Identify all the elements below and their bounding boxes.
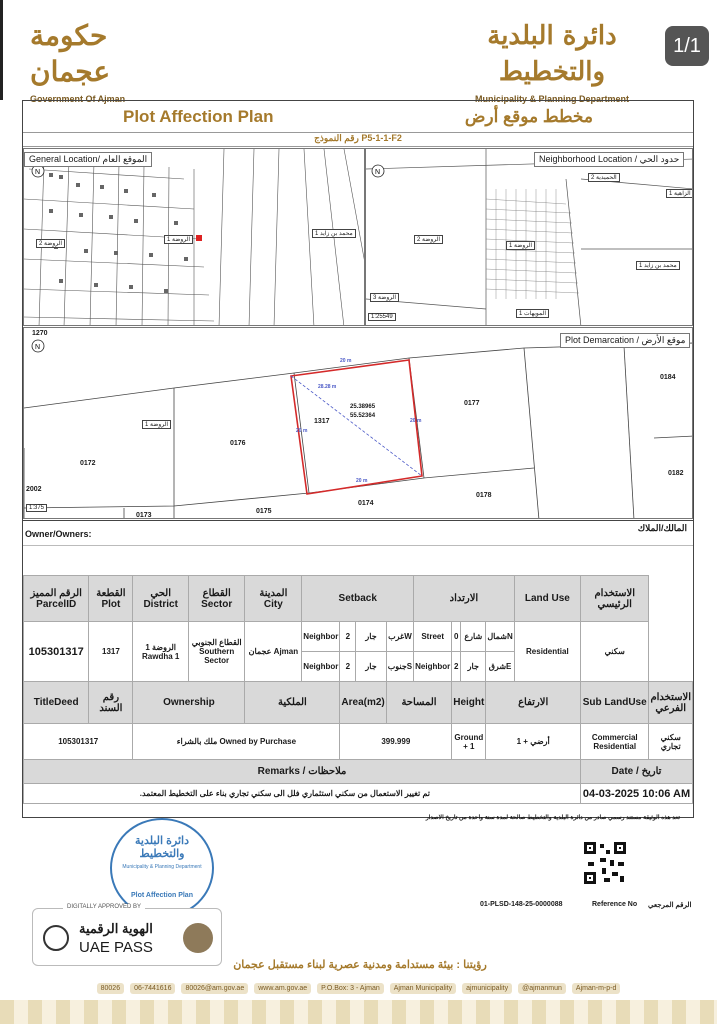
title-ar: مخطط موقع أرض (464, 106, 593, 126)
cell-landuse-header-ar: الاستخدام الرئيسي (581, 576, 649, 622)
map-label: المويهات 1 (516, 309, 549, 318)
cell-area-header: Area(m2) (340, 682, 386, 724)
cell-ownership-header: Ownership (133, 682, 245, 724)
stamp-line: دائرة البلدية والتخطيط (134, 835, 189, 860)
scale-label: 1:375 (26, 504, 47, 512)
parcel-label: 0172 (80, 460, 96, 467)
plot-demarcation-label: Plot Demarcation / موقع الأرض (560, 333, 690, 348)
cell-sublanduse-header: Sub LandUse (581, 682, 649, 724)
plot-latitude: 25.38965 (350, 404, 376, 410)
setback-cell: غربW (386, 622, 413, 652)
reference-label-ar: الرقم المرجعي (648, 902, 692, 909)
cell-area: 399.999 (340, 724, 452, 760)
gov-logo-ar: حكومة عجمان (30, 19, 111, 88)
map-label: الزاهية 1 (666, 189, 693, 198)
stamp-line: Plot Affection Plan (131, 892, 193, 899)
map-label: الروضة 3 (370, 293, 399, 302)
left-edge-bar (0, 0, 3, 100)
setback-cell: جار (461, 652, 486, 682)
contact-item: ajmunicipality (462, 983, 512, 994)
setback-cell: Neighbor (414, 652, 452, 682)
map-label: الروضة 1 (506, 241, 535, 250)
parcel-label: 0184 (660, 374, 676, 381)
page-counter[interactable]: 1/1 (665, 26, 709, 66)
cell-sector-header: القطاع Sector (188, 576, 244, 622)
uae-pass-en: UAE PASS (79, 939, 153, 956)
setback-cell: شارع (461, 622, 486, 652)
contact-bar (0, 978, 717, 998)
cell-sublanduse-header-ar: الاستخدام الفرعي (649, 682, 693, 724)
setback-cell: 2 (340, 622, 356, 652)
cell-landuse-header: Land Use (514, 576, 580, 622)
cell-titledeed-header-ar: رقم السند (89, 682, 133, 724)
cell-titledeed-header: TitleDeed (24, 682, 89, 724)
parcel-label: 0178 (476, 492, 492, 499)
map-label: الحميدية 2 (588, 173, 620, 182)
map-label: الروضة 1 (164, 235, 193, 244)
parcel-label: 0173 (136, 512, 152, 519)
cell-plot: 1317 (89, 622, 133, 682)
cell-height-header-ar: الارتفاع (486, 682, 581, 724)
owner-label-en: Owner/Owners: (25, 529, 92, 539)
qr-code-icon (582, 840, 628, 886)
reference-label-en: Reference No (592, 901, 638, 908)
general-location-label: General Location/ الموقع العام (24, 152, 152, 167)
plot-diagonal: 28.28 m (318, 384, 337, 390)
cell-parcelid-header: الرقم المميز ParcelID (24, 576, 89, 622)
contact-item: Ajman Municipality (390, 983, 456, 994)
grid-label: 1270 (32, 330, 48, 337)
cell-area-header-ar: المساحة (386, 682, 451, 724)
map-label: الروضة 2 (414, 235, 443, 244)
cell-ownership-header-ar: الملكية (245, 682, 340, 724)
form-number: رقم النموذج P5-1-1-F2 (23, 133, 693, 147)
contact-item: 06-7441616 (130, 983, 175, 994)
cell-district-header: الحي District (133, 576, 189, 622)
cell-setback-header-ar: الارتداد (414, 576, 515, 622)
vision-statement: رؤيتنا : بيئة مستدامة ومدنية عصرية لبناء مستقبل عجمان (233, 959, 487, 971)
plot-map-drawing (24, 328, 693, 519)
plot-dimension: 20 m (340, 358, 352, 364)
setback-cell: Neighbor (302, 652, 340, 682)
contact-item: P.O.Box: 3 - Ajman (317, 983, 384, 994)
title-en: Plot Affection Plan (123, 106, 274, 126)
general-location-map (23, 148, 365, 326)
cell-height: Ground + 1 (452, 724, 486, 760)
plot-info-table (23, 575, 693, 804)
contact-item: 80026@am.gov.ae (181, 983, 248, 994)
scale-label: 1:25549 (368, 313, 396, 321)
setback-cell: شرقE (486, 652, 514, 682)
svg-text:N: N (375, 169, 381, 176)
contact-item: @ajmanmun (518, 983, 566, 994)
gov-logo-en: Government Of Ajman (30, 94, 126, 104)
cell-sub-land-use: Commercial Residential (581, 724, 649, 760)
parcel-label: 1317 (314, 418, 330, 425)
svg-text:N: N (35, 344, 41, 351)
footer-pattern (0, 1000, 717, 1024)
plot-dimension: 20 m (410, 418, 422, 424)
reference-number: 01-PLSD-148-25-0000088 (480, 901, 563, 908)
neighborhood-location-map (365, 148, 693, 326)
district-label: الروضة 1 (142, 420, 171, 429)
setback-cell: جار (356, 622, 386, 652)
svg-text:N: N (35, 169, 41, 176)
setback-cell: جنوبS (386, 652, 413, 682)
title-row (23, 101, 693, 133)
cell-sector: القطاع الجنوبي Southern Sector (188, 622, 244, 682)
cell-ownership: ملك بالشراء Owned by Purchase (133, 724, 340, 760)
owner-label-ar: المالك/الملاك (637, 523, 687, 533)
dept-logo-ar: دائرة البلدية والتخطيط (487, 21, 617, 87)
cell-sub-land-use-ar: سكني تجاري (649, 724, 693, 760)
map-label: الروضة 2 (36, 239, 65, 248)
parcel-label: 0174 (358, 500, 374, 507)
setback-cell: جار (356, 652, 386, 682)
cell-city-header: المدينة City (245, 576, 302, 622)
setback-cell: 2 (340, 652, 356, 682)
municipality-logo (437, 18, 667, 104)
plot-dimension: 20 m (296, 428, 308, 434)
setback-cell: 2 (452, 652, 461, 682)
neighborhood-location-label: Neighborhood Location / حدود الحي (534, 152, 684, 167)
emblem-icon (183, 923, 213, 953)
remarks-text: .تم تغيير الاستعمال من سكني استثماري فلل الى سكني تجاري بناء على التخطيط المعتمد (24, 784, 581, 804)
remarks-header: Remarks / ملاحظات (24, 760, 581, 784)
owner-row (23, 520, 693, 546)
plot-demarcation-map (23, 327, 693, 519)
date-header: Date / تاريخ (581, 760, 693, 784)
cell-land-use-ar: سكني (581, 622, 649, 682)
fingerprint-icon (43, 925, 69, 951)
plot-longitude: 55.52364 (350, 413, 376, 419)
dept-logo-en: Municipality & Planning Department (474, 94, 629, 104)
contact-item: Ajman-m-p-d (572, 983, 620, 994)
cell-district: الروضة 1 Rawdha 1 (133, 622, 189, 682)
date-value: 04-03-2025 10:06 AM (581, 784, 693, 804)
parcel-label: 2002 (26, 486, 42, 493)
cell-parcel-id: 105301317 (24, 622, 89, 682)
setback-cell: Street (414, 622, 452, 652)
validity-note: تعد هذه الوثيقة مستند رسمي صادر من دائرة البلدية والتخطيط صالحة لمدة سنة واحدة من تاريخ الاصدار (425, 815, 680, 821)
uae-pass-caption: DIGITALLY APPROVED BY (63, 904, 145, 910)
ajman-government-logo (30, 18, 170, 104)
parcel-label: 0175 (256, 508, 272, 515)
map-label: محمد بن زايد 1 (312, 229, 356, 238)
cell-height-ar: أرضي + 1 (486, 724, 581, 760)
stamp-line: Municipality & Planning Department (122, 864, 202, 870)
uae-pass-ar: الهوية الرقمية (79, 921, 153, 936)
setback-cell: شمالN (486, 622, 514, 652)
cell-land-use: Residential (514, 622, 580, 682)
contact-item: 80026 (97, 983, 124, 994)
cell-title-deed: 105301317 (24, 724, 133, 760)
setback-cell: Neighbor (302, 622, 340, 652)
cell-setback-header: Setback (302, 576, 414, 622)
cell-height-header: Height (452, 682, 486, 724)
parcel-label: 0182 (668, 470, 684, 477)
parcel-label: 0177 (464, 400, 480, 407)
contact-item: www.am.gov.ae (254, 983, 311, 994)
cell-plot-header: القطعة Plot (89, 576, 133, 622)
map-label: محمد بن زايد 1 (636, 261, 680, 270)
setback-cell: 0 (452, 622, 461, 652)
plot-dimension: 20 m (356, 478, 368, 484)
parcel-label: 0176 (230, 440, 246, 447)
cell-city: عجمان Ajman (245, 622, 302, 682)
official-stamp (110, 818, 214, 918)
